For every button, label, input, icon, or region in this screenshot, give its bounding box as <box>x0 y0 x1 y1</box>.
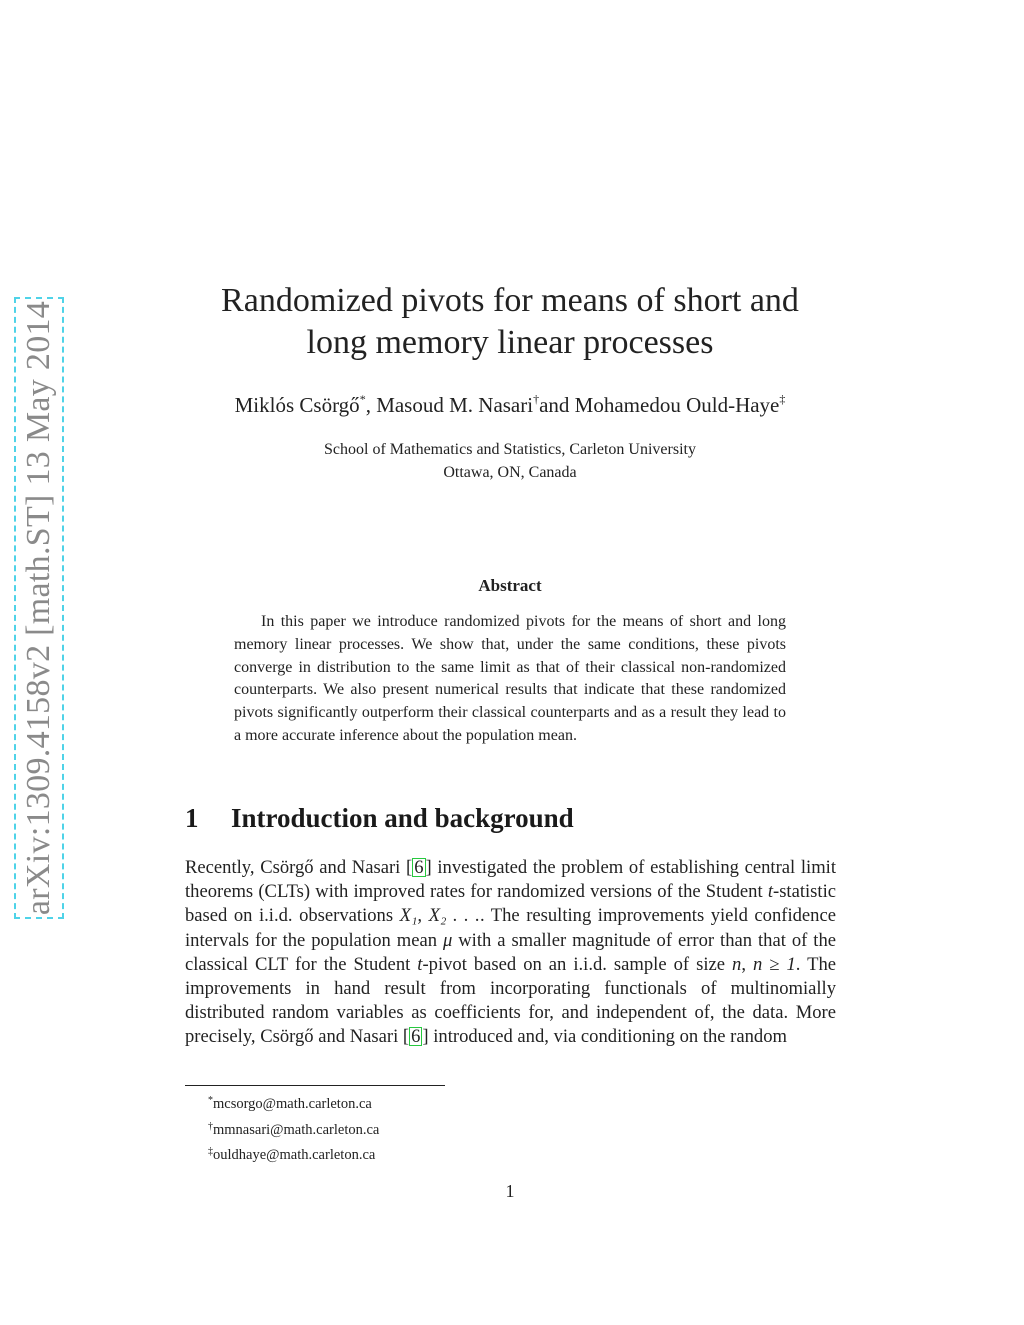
footnote <box>208 1090 379 1116</box>
text-run: , <box>741 953 753 975</box>
citation-link[interactable]: [ 6 ] <box>406 857 432 878</box>
title-line-1: Randomized pivots for means of short and <box>221 282 799 319</box>
author-list <box>150 392 870 418</box>
footnote-email: mcsorgo@math.carleton.ca <box>213 1096 372 1112</box>
citation-number[interactable]: 6 <box>414 857 424 878</box>
footnote-mark: ‡ <box>779 392 786 406</box>
footnote-mark: * <box>359 392 366 406</box>
author-name: Mohamedou Ould-Haye <box>574 393 780 417</box>
footnote <box>208 1141 379 1167</box>
section-number: 1 <box>185 803 199 833</box>
math-var: n <box>732 953 742 975</box>
abstract-heading: Abstract <box>478 576 542 595</box>
text-run: introduced and, via conditioning on the random <box>428 1026 787 1048</box>
page-number: 1 <box>505 1181 515 1201</box>
math-var: t <box>417 953 423 975</box>
arxiv-stamp <box>14 297 64 919</box>
author-conjunction: and <box>539 393 570 417</box>
citation-link[interactable]: [ 6 ] <box>402 1026 429 1048</box>
intro-paragraph <box>185 856 836 1050</box>
footnote <box>208 1116 379 1142</box>
math-var: μ <box>442 929 453 951</box>
footnotes <box>208 1090 379 1167</box>
author-name: Miklós Csörgő <box>234 393 360 417</box>
text-run: Recently, Csörgő and Nasari <box>185 857 406 878</box>
text-run: investigated the problem of establishing central limit theorems (CLTs) with improved rates for randomized versions of the Student <box>185 857 836 903</box>
author-name: Masoud M. Nasari <box>376 393 534 417</box>
section-title: Introduction and background <box>231 803 574 833</box>
text-run: . The resulting improvements yield confidence intervals for the population mean <box>185 905 836 951</box>
footnote-mark: ‡ <box>208 1146 213 1157</box>
section-heading <box>185 803 574 834</box>
affiliation-line-1: School of Mathematics and Statistics, Carleton University <box>324 441 696 458</box>
paper-title <box>185 280 835 364</box>
footnote-rule <box>185 1085 445 1086</box>
footnote-mark: † <box>208 1120 213 1132</box>
text-run: -statistic based on i.i.d. observations <box>185 881 836 927</box>
footnote-email: mmnasari@math.carleton.ca <box>213 1121 380 1138</box>
text-run: with a smaller magnitude of error than that of the classical CLT for the Student <box>185 929 836 975</box>
arxiv-stamp-text: arXiv:1309.4158v2 [math.ST] 13 May 2014 <box>20 300 57 916</box>
affiliation <box>185 438 835 484</box>
author-separator: , <box>365 393 377 417</box>
footnote-email: ouldhaye@math.carleton.ca <box>213 1147 376 1163</box>
text-run: . The improvements in hand result from incorporating functionals of multinomially distributed random variables as coefficients for, and independent of, the data. More precisely, Csörgő and Nasari <box>185 953 837 1048</box>
text-run: -pivot based on an i.i.d. sample of size <box>422 953 733 975</box>
abstract-text: In this paper we introduce randomized pivots for the means of short and long memory linear processes. We show that, under the same conditions, these pivots converge in distribution to the same limit as that of their classical non-randomized counterparts. We also present numerical results that indicate that these randomized pivots significantly outperform their classical counterparts and as a result they lead to a more accurate inference about the population mean. <box>234 613 786 744</box>
title-line-2: long memory linear processes <box>306 324 714 361</box>
math-expression: n ≥ 1 <box>752 953 796 975</box>
math-var: t <box>767 881 773 903</box>
footnote-mark: † <box>533 392 540 406</box>
footnote-mark: * <box>208 1095 213 1106</box>
citation-number[interactable]: 6 <box>411 1026 421 1048</box>
affiliation-line-2: Ottawa, ON, Canada <box>443 464 577 481</box>
math-expression: X₁, X₂ . . . <box>399 905 480 927</box>
